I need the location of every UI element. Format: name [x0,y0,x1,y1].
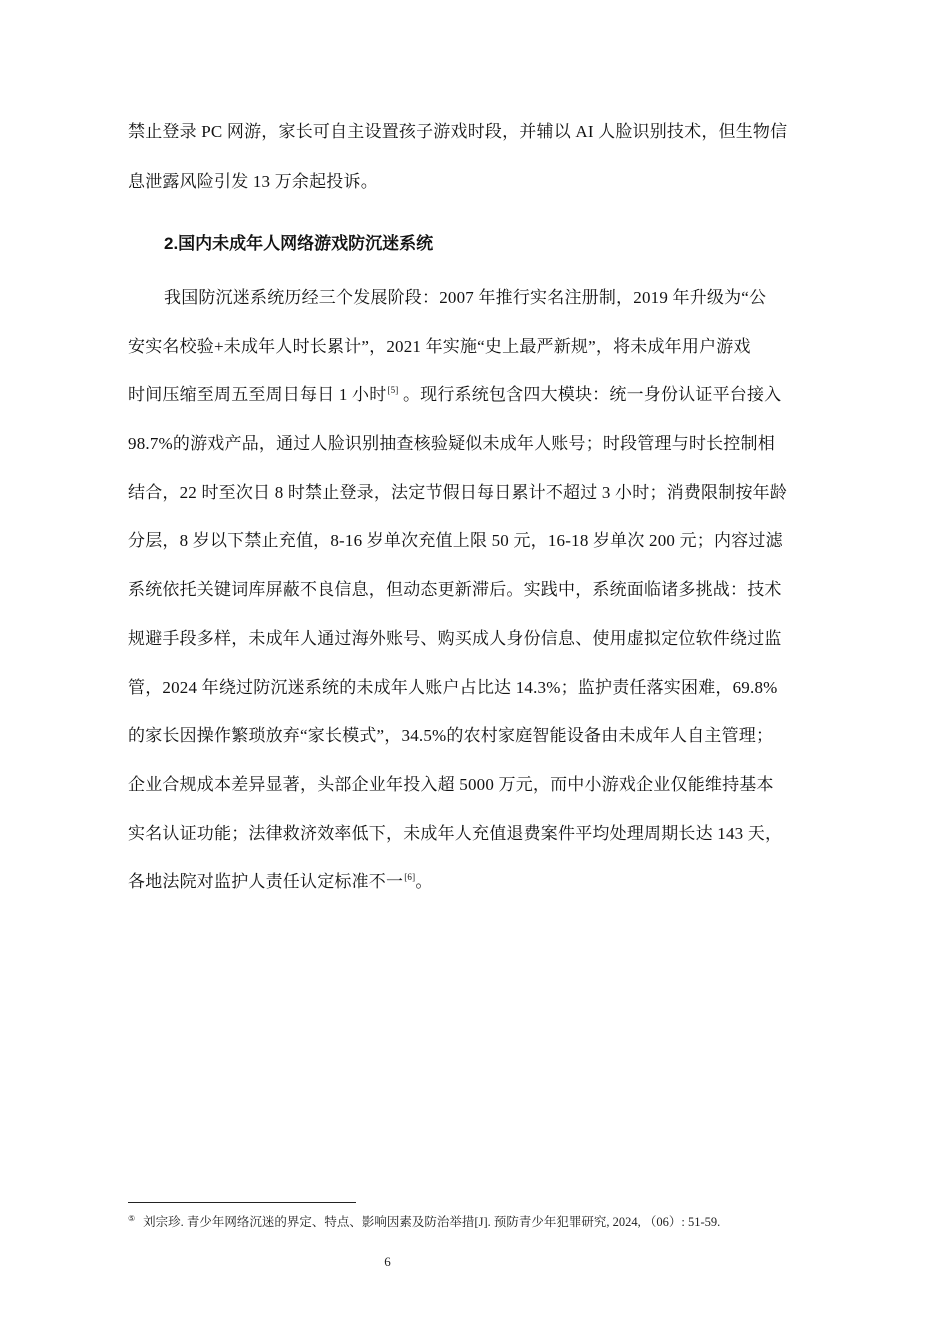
body-text-line: 我国防沉迷系统历经三个发展阶段：2007 年推行实名注册制，2019 年升级为“公 [164,288,767,307]
body-text-line [128,383,868,407]
footnote-marker: ⑤ [128,1214,136,1223]
body-text-segment: 各地法院对监护人责任认定标准不一 [128,872,404,891]
page-number: 6 [384,1254,391,1269]
body-text-segment: 。现行系统包含四大模块：统一身份认证平台接入 [398,385,782,404]
body-text-line: 实名认证功能；法律救济效率低下，未成年人充值退费案件平均处理周期长达 143 天， [128,824,783,843]
citation-ref: [6] [404,872,416,882]
body-text-line: 系统依托关键词库屏蔽不良信息，但动态更新滞后。实践中，系统面临诸多挑战：技术 [128,580,782,599]
section-heading: 2.国内未成年人网络游戏防沉迷系统 [164,234,434,253]
footnote [128,1213,720,1231]
body-text-line: 的家长因操作繁琐放弃“家长模式”，34.5%的农村家庭智能设备由未成年人自主管理； [128,726,774,745]
body-text-line: 息泄露风险引发 13 万余起投诉。 [128,172,378,191]
footnote-divider [128,1202,356,1203]
body-text-line: 规避手段多样，未成年人通过海外账号、购买成人身份信息、使用虚拟定位软件绕过监 [128,629,782,648]
body-text-segment: 。 [415,872,433,891]
body-text-segment: 时间压缩至周五至周日每日 1 小时 [128,385,387,404]
body-text-line: 98.7%的游戏产品，通过人脸识别抽查核验疑似未成年人账号；时段管理与时长控制相 [128,434,775,453]
body-text-line: 结合，22 时至次日 8 时禁止登录，法定节假日每日累计不超过 3 小时；消费限制按年龄 [128,483,788,502]
body-text-line: 分层，8 岁以下禁止充值，8-16 岁单次充值上限 50 元，16-18 岁单次 200 元；内容过滤 [128,531,783,550]
body-text-line: 企业合规成本差异显著，头部企业年投入超 5000 万元，而中小游戏企业仅能维持基本 [128,775,774,794]
footnote-text: 刘宗珍. 青少年网络沉迷的界定、特点、影响因素及防治举措[J]. 预防青少年犯罪研究, 2024, （06）: 51-59. [143,1215,721,1229]
body-text-line: 管，2024 年绕过防沉迷系统的未成年人账户占比达 14.3%；监护责任落实困难，69.8% [128,678,778,697]
body-text-line: 禁止登录 PC 网游，家长可自主设置孩子游戏时段，并辅以 AI 人脸识别技术，但生物信 [128,122,788,141]
body-text-line: 安实名校验+未成年人时长累计”，2021 年实施“史上最严新规”，将未成年用户游戏 [128,337,751,356]
body-text-line [128,870,868,894]
citation-ref: [5] [387,385,399,395]
